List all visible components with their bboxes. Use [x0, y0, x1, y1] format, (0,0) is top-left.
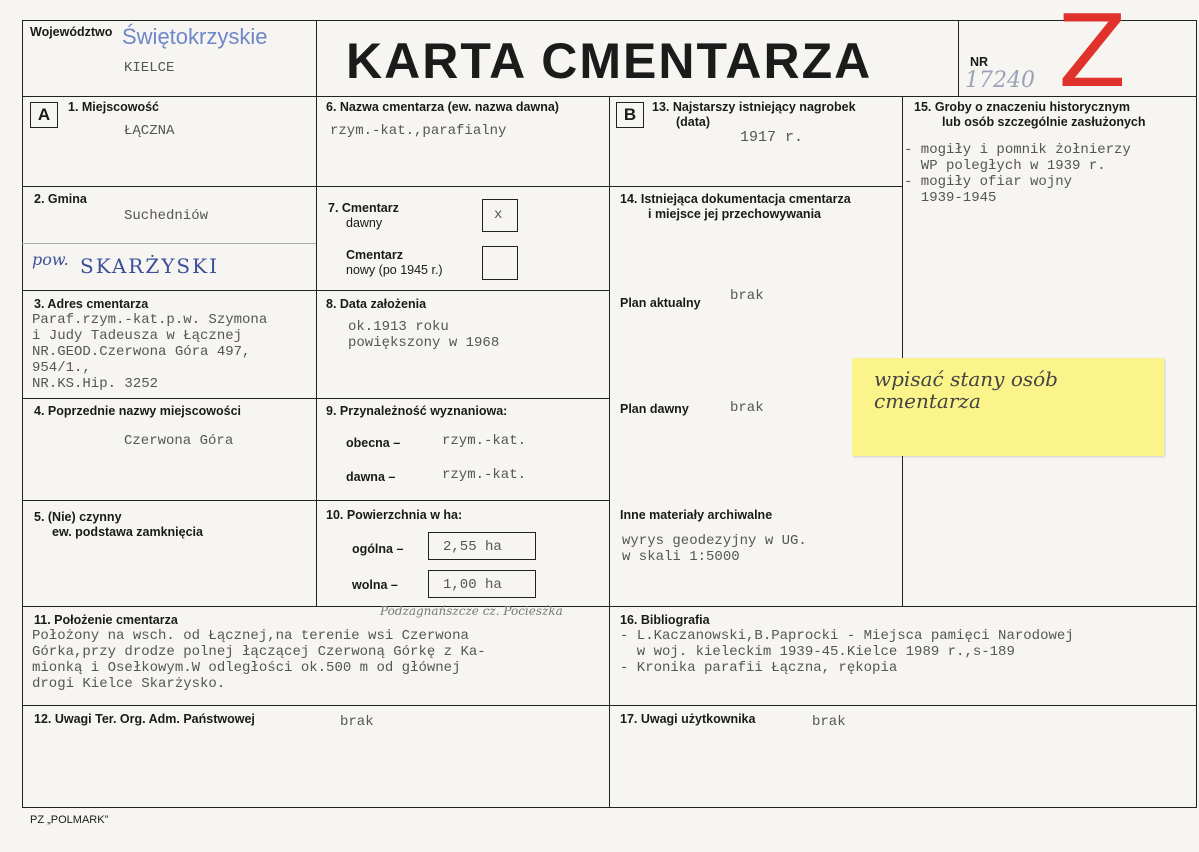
- checkbox-dawny[interactable]: [482, 199, 518, 232]
- field-9-label: 9. Przynależność wyznaniowa:: [326, 404, 508, 418]
- section-b-marker: B: [616, 102, 644, 128]
- inne-value: wyrys geodezyjny w UG. w skali 1:5000: [622, 533, 807, 565]
- field-14-sublabel: i miejsce jej przechowywania: [648, 207, 821, 221]
- field-16-value: - L.Kaczanowski,B.Paprocki - Miejsca pamięci Narodowej w woj. kieleckim 1939-45.Kielce 1989 r.,s-189 - Kronika parafii Łączna, rękopia: [620, 628, 1074, 676]
- field-15-sublabel: lub osób szczególnie zasłużonych: [942, 115, 1146, 129]
- field-2-label: 2. Gmina: [34, 192, 87, 206]
- footer-printer: PZ „POLMARK”: [30, 814, 109, 826]
- field-7-nowy-label: Cmentarz: [346, 248, 403, 262]
- divider: [22, 398, 609, 399]
- sticky-note-text: wpisać stany osób cmentarza: [874, 367, 1058, 413]
- field-7-dawny: dawny: [346, 216, 383, 230]
- wojewodztwo-stamp: Świętokrzyskie: [122, 24, 268, 49]
- divider: [902, 96, 903, 606]
- field-8-value: ok.1913 roku powiększony w 1968: [348, 319, 500, 351]
- divider: [22, 186, 609, 187]
- divider: [22, 500, 609, 501]
- field-3-label: 3. Adres cmentarza: [34, 297, 149, 311]
- field-1-value: ŁĄCZNA: [124, 123, 175, 139]
- field-9-dawna-value: rzym.-kat.: [442, 467, 527, 483]
- field-15-label: 15. Groby o znaczeniu historycznym: [914, 100, 1131, 114]
- inne-label: Inne materiały archiwalne: [620, 508, 773, 522]
- field-4-label: 4. Poprzednie nazwy miejscowości: [34, 404, 242, 418]
- divider: [609, 186, 902, 187]
- field-13-value: 1917 r.: [740, 129, 804, 146]
- field-4-value: Czerwona Góra: [124, 433, 234, 449]
- divider: [316, 96, 317, 606]
- field-15-value: - mogiły i pomnik żołnierzy WP poległych w 1939 r. - mogiły ofiar wojny 1939-1945: [904, 142, 1131, 206]
- field-14-label: 14. Istniejąca dokumentacja cmentarza: [620, 192, 851, 206]
- field-11-value: Położony na wsch. od Łącznej,na terenie wsi Czerwona Górka,przy drodze polnej łączącej Czerwoną Górkę z Ka- mionką i Osełkowym.W odległości ok.500 m od głównej drogi Kielce Skarżysko.: [32, 628, 486, 692]
- divider: [22, 243, 316, 244]
- pow-value: SKARŻYSKI: [80, 254, 219, 278]
- field-1-label: 1. Miejscowość: [68, 100, 160, 114]
- field-11-hand: Podzagnańszcze cz. Pociesźka: [380, 604, 563, 618]
- divider: [22, 606, 1197, 607]
- field-17-label: 17. Uwagi użytkownika: [620, 712, 756, 726]
- nr-value: 17240: [965, 68, 1035, 93]
- field-10-ogolna-label: ogólna –: [352, 542, 404, 556]
- card-title: KARTA CMENTARZA: [346, 33, 873, 89]
- field-10-wolna-label: wolna –: [352, 578, 398, 592]
- divider: [22, 290, 609, 291]
- divider: [316, 20, 317, 96]
- wolna-box: [428, 570, 536, 598]
- field-13-label: 13. Najstarszy istniejący nagrobek: [652, 100, 856, 114]
- field-17-value: brak: [812, 714, 846, 730]
- big-red-letter: Z: [1058, 0, 1127, 110]
- wojewodztwo-value: KIELCE: [124, 60, 175, 76]
- field-5-label: 5. (Nie) czynny: [34, 510, 122, 524]
- plan-dawny-label: Plan dawny: [620, 402, 689, 416]
- field-10-ogolna-value: 2,55 ha: [443, 539, 502, 555]
- field-8-label: 8. Data założenia: [326, 297, 427, 311]
- plan-aktualny-label: Plan aktualny: [620, 296, 701, 310]
- checkbox-nowy[interactable]: [482, 246, 518, 280]
- pow-hand: pow.: [32, 250, 69, 269]
- field-16-label: 16. Bibliografia: [620, 613, 710, 627]
- field-6-value: rzym.-kat.,parafialny: [330, 123, 507, 139]
- field-10-label: 10. Powierzchnia w ha:: [326, 508, 463, 522]
- field-12-label: 12. Uwagi Ter. Org. Adm. Państwowej: [34, 712, 255, 726]
- field-10-wolna-value: 1,00 ha: [443, 577, 502, 593]
- plan-aktualny-value: brak: [730, 288, 764, 304]
- divider: [22, 705, 1197, 706]
- field-12-value: brak: [340, 714, 374, 730]
- field-2-value: Suchedniów: [124, 208, 209, 224]
- field-6-label: 6. Nazwa cmentarza (ew. nazwa dawna): [326, 100, 559, 114]
- field-11-label: 11. Położenie cmentarza: [34, 613, 178, 627]
- field-7-nowy-sublabel: nowy (po 1945 r.): [346, 263, 443, 277]
- field-13-sublabel: (data): [676, 115, 711, 129]
- sticky-note: [852, 358, 1164, 456]
- checkbox-dawny-mark: x: [494, 207, 503, 223]
- wojewodztwo-label: Województwo: [30, 25, 113, 39]
- field-9-obecna-value: rzym.-kat.: [442, 433, 527, 449]
- plan-dawny-value: brak: [730, 400, 764, 416]
- field-7-label: 7. Cmentarz: [328, 201, 399, 215]
- section-a-marker: A: [30, 102, 58, 128]
- divider: [609, 96, 610, 808]
- divider: [958, 20, 959, 96]
- ogolna-box: [428, 532, 536, 560]
- field-3-value: Paraf.rzym.-kat.p.w. Szymona i Judy Tadeusza w Łącznej NR.GEOD.Czerwona Góra 497, 954/1., NR.KS.Hip. 3252: [32, 312, 268, 392]
- nr-label: NR: [970, 55, 989, 69]
- field-9-obecna-label: obecna –: [346, 436, 401, 450]
- field-9-dawna-label: dawna –: [346, 470, 396, 484]
- field-5-sublabel: ew. podstawa zamknięcia: [52, 525, 203, 539]
